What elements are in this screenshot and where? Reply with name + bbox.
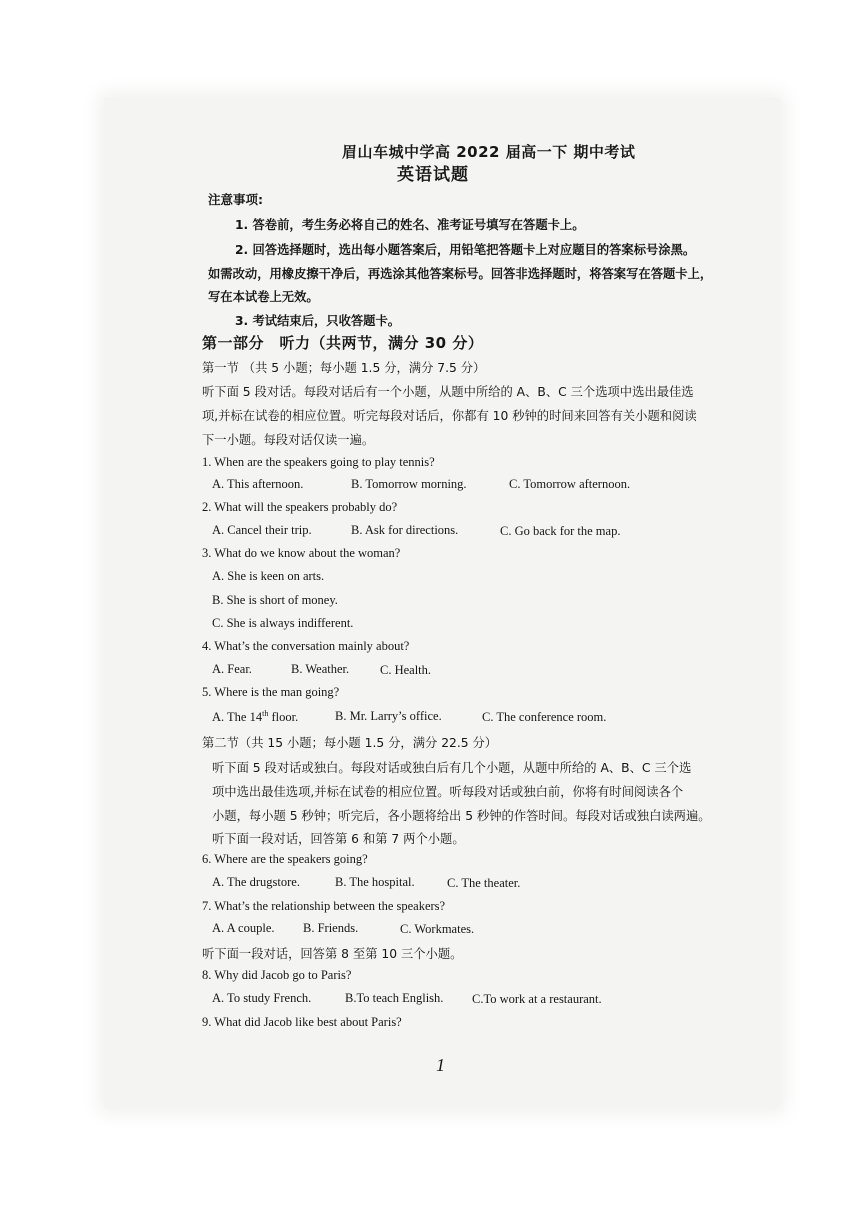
- question-9-stem: 9. What did Jacob like best about Paris?: [202, 1015, 402, 1029]
- question-5-option-b: B. Mr. Larry’s office.: [335, 709, 442, 723]
- section2-instructions-2: 项中选出最佳选项,并标在试卷的相应位置。听每段对话或独白前，你将有时间阅读各个: [212, 785, 684, 799]
- exam-subtitle: 英语试题: [397, 165, 469, 185]
- question-6-option-c: C. The theater.: [447, 876, 521, 890]
- section2-instructions-3: 小题，每小题 5 秒钟；听完后，各小题将给出 5 秒钟的作答时间。每段对话或独白读两遍。: [212, 809, 711, 823]
- question-4-option-b: B. Weather.: [291, 662, 350, 676]
- question-7-option-b: B. Friends.: [303, 921, 359, 935]
- part1-heading: 第一部分 听力（共两节，满分 30 分）: [202, 334, 484, 352]
- section1-instructions: 听下面 5 段对话。每段对话后有一个小题，从题中所给的 A、B、C 三个选项中选出最佳选: [202, 385, 694, 399]
- question-5-option-a-sup: th: [262, 709, 269, 718]
- question-3-option-c: C. She is always indifferent.: [212, 616, 354, 630]
- question-5-option-a-end: floor.: [268, 710, 299, 725]
- question-7-option-a: A. A couple.: [212, 921, 275, 935]
- question-2-option-b: B. Ask for directions.: [351, 523, 459, 537]
- notice-label: 注意事项:: [208, 192, 263, 207]
- question-6-option-b: B. The hospital.: [335, 875, 415, 889]
- question-5-option-c: C. The conference room.: [482, 710, 607, 724]
- notice-item-2-cont: 如需改动，用橡皮擦干净后，再选涂其他答案标号。回答非选择题时，将答案写在答题卡上，: [208, 267, 713, 281]
- section2-instructions-q8: 听下面一段对话，回答第 8 至第 10 三个小题。: [202, 947, 463, 961]
- question-6-stem: 6. Where are the speakers going?: [202, 852, 368, 866]
- question-4-option-c: C. Health.: [380, 663, 432, 677]
- question-7-option-c: C. Workmates.: [400, 922, 475, 936]
- section2-instructions: 听下面 5 段对话或独白。每段对话或独白后有几个小题，从题中所给的 A、B、C 三个选: [212, 761, 692, 775]
- question-1-option-a: A. This afternoon.: [212, 477, 304, 491]
- notice-item-2: 2. 回答选择题时，选出每小题答案后，用铅笔把答题卡上对应题目的答案标号涂黑。: [235, 243, 696, 257]
- section1-heading: 第一节 （共 5 小题；每小题 1.5 分，满分 7.5 分）: [202, 361, 486, 375]
- question-5-option-a-text: A. The 14: [212, 710, 263, 725]
- question-1-option-c: C. Tomorrow afternoon.: [509, 477, 631, 491]
- question-8-option-b: B.To teach English.: [345, 991, 444, 1005]
- question-1-stem: 1. When are the speakers going to play tennis?: [202, 455, 435, 469]
- section2-instructions-4: 听下面一段对话，回答第 6 和第 7 两个小题。: [212, 832, 465, 846]
- question-4-option-a: A. Fear.: [212, 662, 252, 676]
- question-8-option-a: A. To study French.: [212, 991, 312, 1005]
- section1-instructions-3: 下一小题。每段对话仅读一遍。: [202, 433, 375, 447]
- question-7-stem: 7. What’s the relationship between the speakers?: [202, 899, 446, 913]
- notice-item-2-end: 写在本试卷上无效。: [208, 290, 319, 304]
- question-2-option-a: A. Cancel their trip.: [212, 523, 312, 537]
- question-5-option-a: [212, 709, 298, 725]
- question-3-option-b: B. She is short of money.: [212, 593, 338, 607]
- section2-heading: 第二节（共 15 小题；每小题 1.5 分，满分 22.5 分）: [202, 736, 498, 750]
- question-2-stem: 2. What will the speakers probably do?: [202, 500, 398, 514]
- question-5-stem: 5. Where is the man going?: [202, 685, 340, 699]
- notice-item-3: 3. 考试结束后，只收答题卡。: [235, 314, 401, 328]
- question-8-stem: 8. Why did Jacob go to Paris?: [202, 968, 352, 982]
- exam-title: 眉山车城中学高 2022 届高一下 期中考试: [342, 143, 636, 161]
- notice-item-1: 1. 答卷前，考生务必将自己的姓名、准考证号填写在答题卡上。: [235, 218, 585, 232]
- question-3-stem: 3. What do we know about the woman?: [202, 546, 401, 560]
- section1-instructions-2: 项,并标在试卷的相应位置。听完每段对话后，你都有 10 秒钟的时间来回答有关小题和阅读: [202, 409, 697, 423]
- question-8-option-c: C.To work at a restaurant.: [472, 992, 602, 1006]
- question-4-stem: 4. What’s the conversation mainly about?: [202, 639, 410, 653]
- question-1-option-b: B. Tomorrow morning.: [351, 477, 467, 491]
- page-number: 1: [436, 1055, 445, 1075]
- question-2-option-c: C. Go back for the map.: [500, 524, 621, 538]
- question-6-option-a: A. The drugstore.: [212, 875, 300, 889]
- question-3-option-a: A. She is keen on arts.: [212, 569, 325, 583]
